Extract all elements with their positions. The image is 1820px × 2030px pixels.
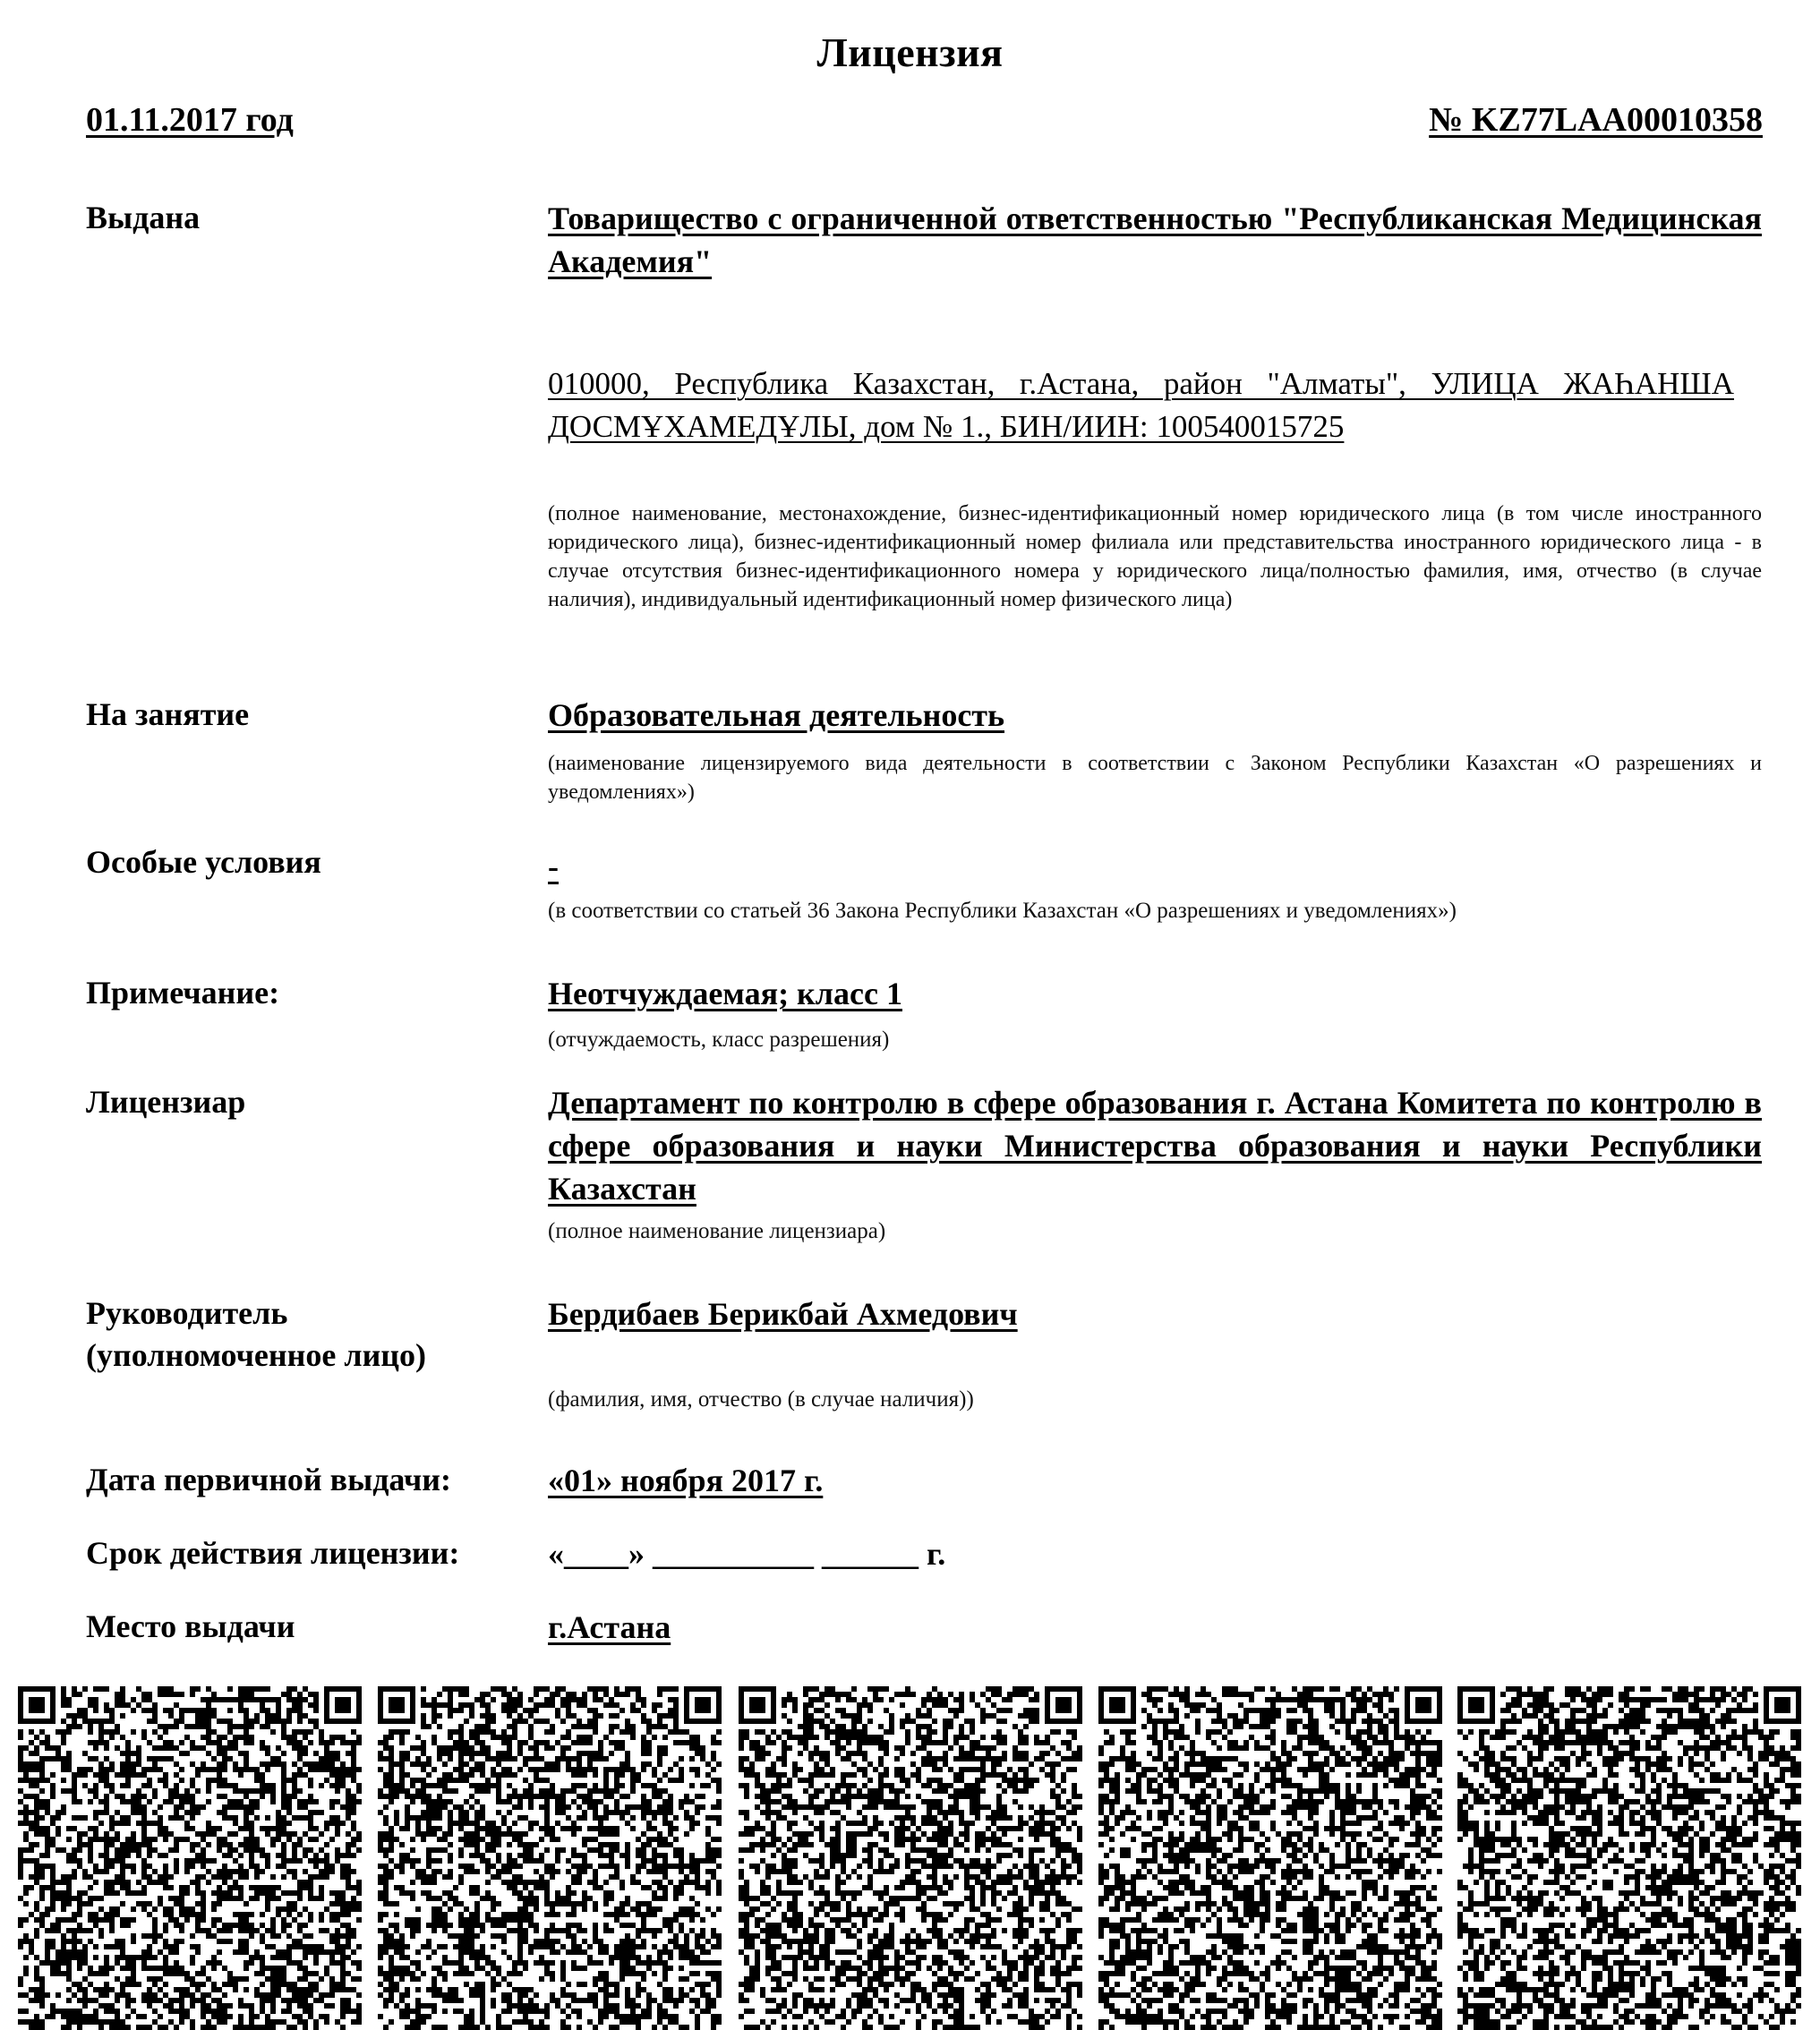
head-label-line1: Руководитель <box>86 1295 288 1331</box>
issued-to-value: Товарищество с ограниченной ответственностью "Республиканская Медицинская Академия" <box>548 200 1762 279</box>
first-issue-date-label: Дата первичной выдачи: <box>86 1462 452 1497</box>
qr-code-strip <box>0 1686 1820 1820</box>
place-of-issue-label: Место выдачи <box>86 1608 295 1644</box>
head-label <box>86 1292 426 1377</box>
head-note: (фамилия, имя, отчество (в случае наличия)) <box>548 1387 974 1412</box>
qr-code-3 <box>739 1686 1084 1865</box>
qr-code-pattern-icon <box>1457 1686 1801 2030</box>
qr-code-2 <box>378 1686 723 1865</box>
qr-code-pattern-icon <box>18 1686 362 2030</box>
qr-code-pattern-icon <box>1098 1686 1442 2030</box>
activity-value: Образовательная деятельность <box>548 697 1005 733</box>
license-number: № KZ77LAA00010358 <box>1429 101 1763 139</box>
remark-value: Неотчуждаемая; класс 1 <box>548 976 902 1011</box>
qr-code-pattern-icon <box>378 1686 722 2030</box>
qr-code-pattern-icon <box>739 1686 1082 2030</box>
licensor-value: Департамент по контролю в сфере образования г. Астана Комитета по контролю в сфере образования и науки Министерства образования и науки Республики Казахстан <box>548 1085 1762 1207</box>
special-conditions-label: Особые условия <box>86 844 321 880</box>
place-of-issue-value: г.Астана <box>548 1609 671 1645</box>
document-date: 01.11.2017 год <box>86 101 294 139</box>
head-label-line2: (уполномоченное лицо) <box>86 1337 427 1373</box>
special-conditions-value: - <box>548 849 559 884</box>
issued-to-label: Выдана <box>86 200 201 235</box>
first-issue-date-value: «01» ноября 2017 г. <box>548 1463 824 1498</box>
issued-to-address: 010000, Республика Казахстан, г.Астана, район "Алматы", УЛИЦА ЖАҺАНША ДОСМҰХАМЕДҰЛЫ, дом № 1., БИН/ИИН: 100540015725 <box>548 366 1734 444</box>
licensor-note: (полное наименование лицензиара) <box>548 1219 886 1243</box>
special-conditions-note: (в соответствии со статьей 36 Закона Республики Казахстан «О разрешениях и уведомлениях») <box>548 899 1457 923</box>
remark-note: (отчуждаемость, класс разрешения) <box>548 1028 890 1052</box>
validity-label: Срок действия лицензии: <box>86 1535 460 1571</box>
remark-label: Примечание: <box>86 975 280 1011</box>
activity-label: На занятие <box>86 696 250 732</box>
document-title: Лицензия <box>816 30 1004 75</box>
validity-value: «____» __________ ______ г. <box>548 1536 946 1572</box>
qr-code-5 <box>1457 1686 1803 1865</box>
activity-note: (наименование лицензируемого вида деятельности в соответствии с Законом Республики Казахстан «О разрешениях и уведомлениях») <box>548 752 1762 804</box>
head-value: Бердибаев Берикбай Ахмедович <box>548 1296 1018 1332</box>
licensor-label: Лицензиар <box>86 1084 246 1120</box>
issued-to-note: (полное наименование, местонахождение, бизнес-идентификационный номер юридического лица (в том числе иностранного юридического лица), бизнес-идентификационный номер филиала или представительства иностранного юридического лица - в случае отсутствия бизнес-идентификационного номера у юридического лица/полностью фамилия, имя, отчество (в случае наличия), индивидуальный идентификационный номер физического лица) <box>548 502 1762 611</box>
qr-code-4 <box>1098 1686 1444 1865</box>
qr-code-1 <box>18 1686 363 1865</box>
